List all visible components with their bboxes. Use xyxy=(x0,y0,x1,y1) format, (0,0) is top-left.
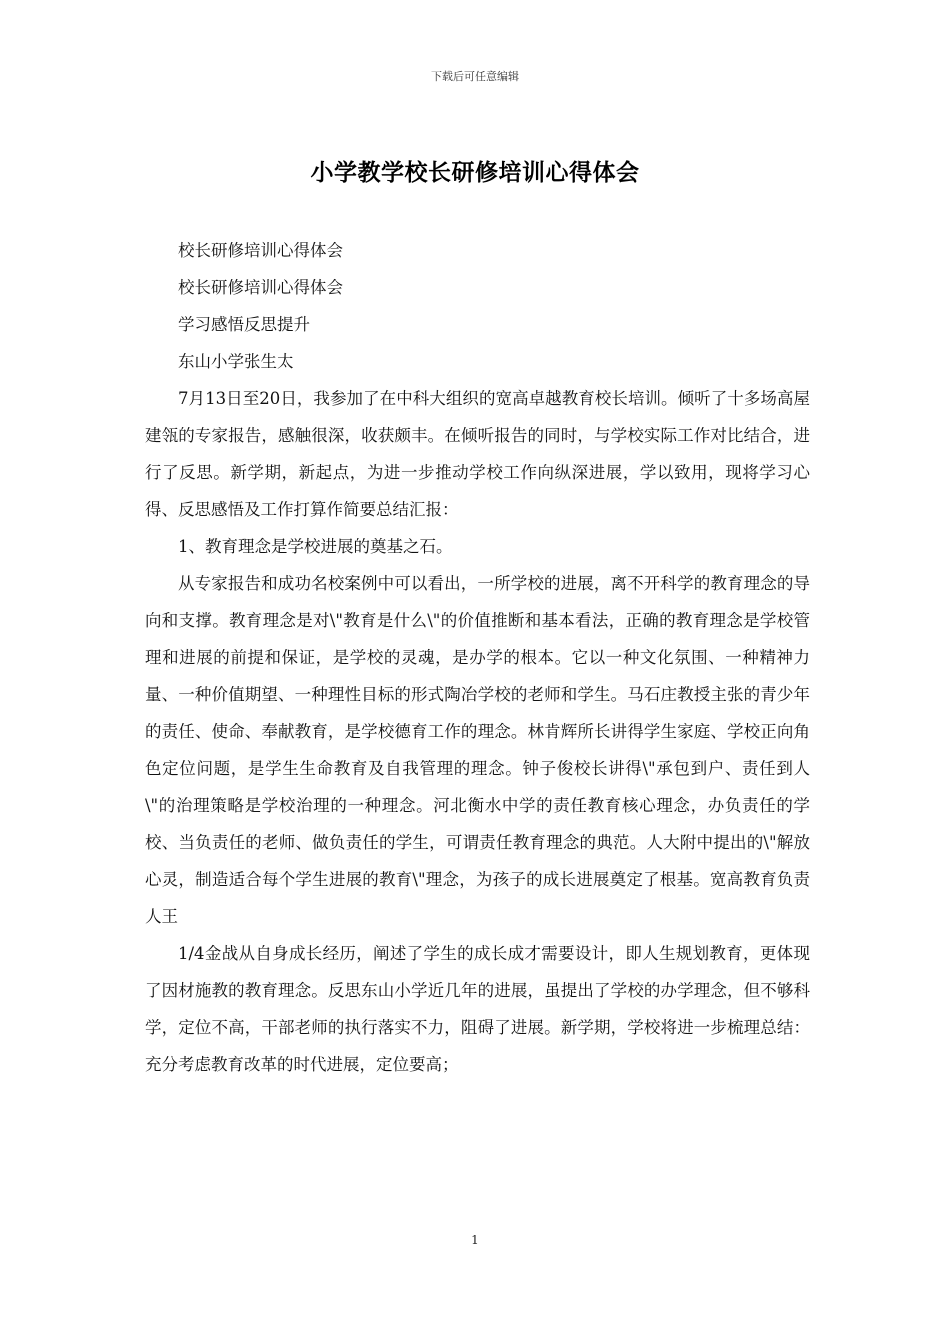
page-number: 1 xyxy=(471,1233,479,1247)
paragraph: 1/4金战从自身成长经历，阐述了学生的成长成才需要设计，即人生规划教育，更体现了因材施教的教育理念。反思东山小学近几年的进展，虽提出了学校的办学理念，但不够科学，定位不高，干部老师的执行落实不力，阻碍了进展。新学期，学校将进一步梳理总结：充分考虑教育改革的时代进展，定位要高； xyxy=(145,944,810,1074)
paragraph: 7月13日至20日，我参加了在中科大组织的宽高卓越教育校长培训。倾听了十多场高屋建瓴的专家报告，感触很深，收获颇丰。在倾听报告的同时，与学校实际工作对比结合，进行了反思。新学期，新起点，为进一步推动学校工作向纵深进展，学以致用，现将学习心得、反思感悟及工作打算作简要总结汇报： xyxy=(145,389,810,519)
paragraph: 校长研修培训心得体会 xyxy=(178,278,343,297)
document-body xyxy=(145,232,810,1083)
paragraph: 校长研修培训心得体会 xyxy=(178,241,343,260)
section-heading: 1、教育理念是学校进展的奠基之石。 xyxy=(178,537,453,556)
paragraph: 从专家报告和成功名校案例中可以看出，一所学校的进展，离不开科学的教育理念的导向和支撑。教育理念是对\"教育是什么\"的价值推断和基本看法，正确的教育理念是学校管理和进展的前提和保证，是学校的灵魂，是办学的根本。它以一种文化氛围、一种精神力量、一种价值期望、一种理性目标的形式陶冶学校的老师和学生。马石庄教授主张的青少年的责任、使命、奉献教育，是学校德育工作的理念。林肯辉所长讲得学生家庭、学校正向角色定位问题，是学生生命教育及自我管理的理念。钟子俊校长讲得\"承包到户、责任到人\"的治理策略是学校治理的一种理念。河北衡水中学的责任教育核心理念，办负责任的学校、当负责任的老师、做负责任的学生，可谓责任教育理念的典范。人大附中提出的\"解放心灵，制造适合每个学生进展的教育\"理念，为孩子的成长进展奠定了根基。宽高教育负责人王 xyxy=(145,574,810,926)
document-title: 小学教学校长研修培训心得体会 xyxy=(310,159,640,186)
paragraph: 东山小学张生太 xyxy=(178,352,294,371)
paragraph: 学习感悟反思提升 xyxy=(178,315,310,334)
header-note: 下载后可任意编辑 xyxy=(431,70,519,83)
